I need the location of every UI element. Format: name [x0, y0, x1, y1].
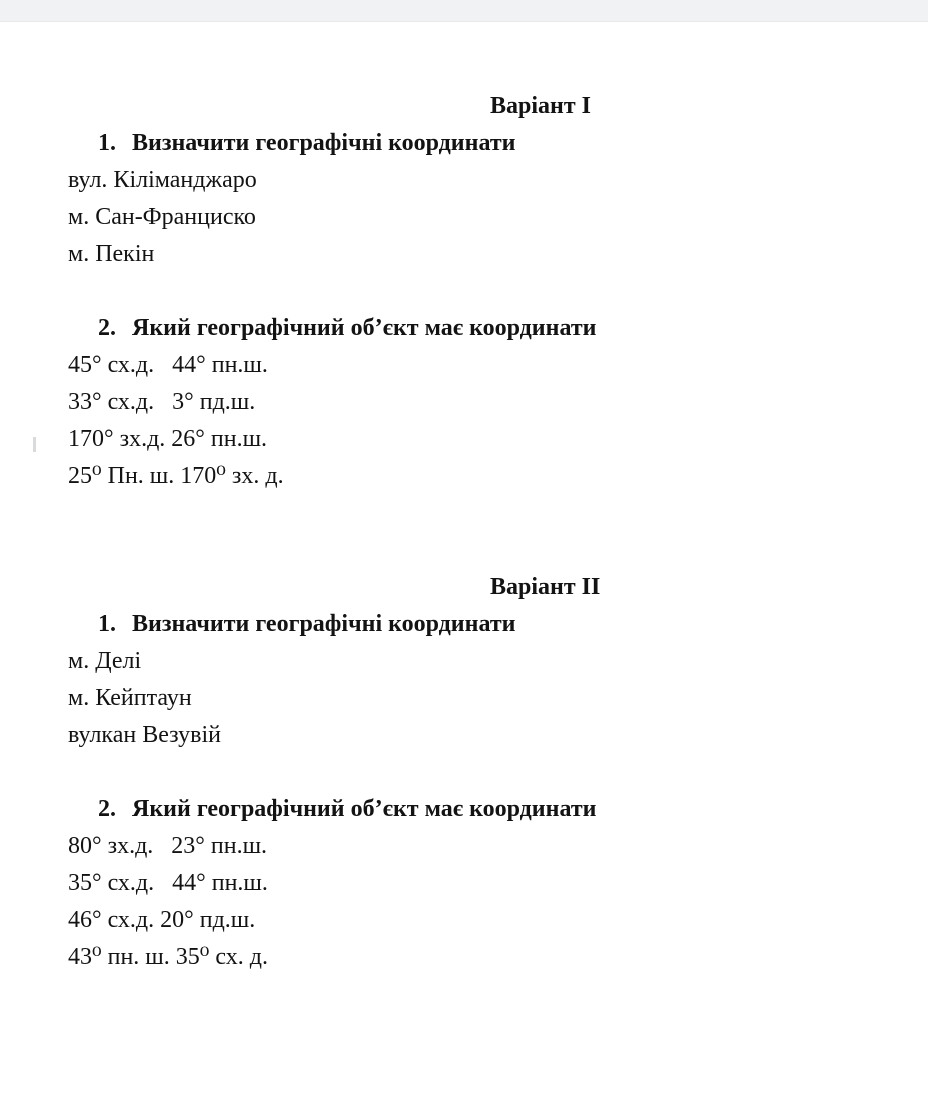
coordinates-line: 170° зх.д. 26° пн.ш.: [68, 426, 268, 452]
coordinates-line: 45° сх.д. 44° пн.ш.: [68, 352, 268, 378]
task-title: Який географічний об’єкт має координати: [132, 315, 597, 341]
variant-1-section: [68, 88, 928, 495]
scan-artifact-mark: [33, 437, 36, 452]
task-title: Який географічний об’єкт має координати: [132, 796, 597, 822]
coordinates-line: 33° сх.д. 3° пд.ш.: [68, 389, 256, 415]
geo-object-item: м. Делі: [68, 648, 142, 674]
coordinates-line: 80° зх.д. 23° пн.ш.: [68, 833, 268, 859]
variant-2-title: Варіант II: [490, 574, 601, 600]
variant-1-task-1-heading: [68, 125, 928, 162]
geo-object-item: м. Кейптаун: [68, 685, 192, 711]
task-title: Визначити географічні координати: [132, 611, 516, 637]
variant-2-task-1-heading: [68, 606, 928, 643]
task-title: Визначити географічні координати: [132, 130, 516, 156]
geo-object-item: вул. Кіліманджаро: [68, 167, 257, 193]
task-number: 2.: [98, 796, 116, 822]
variant-2-task-2-heading: [68, 791, 928, 828]
variant-1-title: Варіант I: [490, 93, 591, 119]
geo-object-item: м. Сан-Франциско: [68, 204, 256, 230]
coordinates-line: 25⁰ Пн. ш. 170⁰ зх. д.: [68, 463, 284, 489]
geo-object-item: вулкан Везувій: [68, 722, 221, 748]
variant-1-task-2-heading: [68, 310, 928, 347]
geo-object-item: м. Пекін: [68, 241, 155, 267]
task-number: 1.: [98, 130, 116, 156]
coordinates-line: 46° сх.д. 20° пд.ш.: [68, 907, 256, 933]
variant-2-section: [68, 569, 928, 976]
task-number: 1.: [98, 611, 116, 637]
top-bar: [0, 0, 928, 22]
coordinates-line: 35° сх.д. 44° пн.ш.: [68, 870, 268, 896]
coordinates-line: 43⁰ пн. ш. 35⁰ сх. д.: [68, 944, 268, 970]
document-page: [0, 22, 928, 976]
task-number: 2.: [98, 315, 116, 341]
